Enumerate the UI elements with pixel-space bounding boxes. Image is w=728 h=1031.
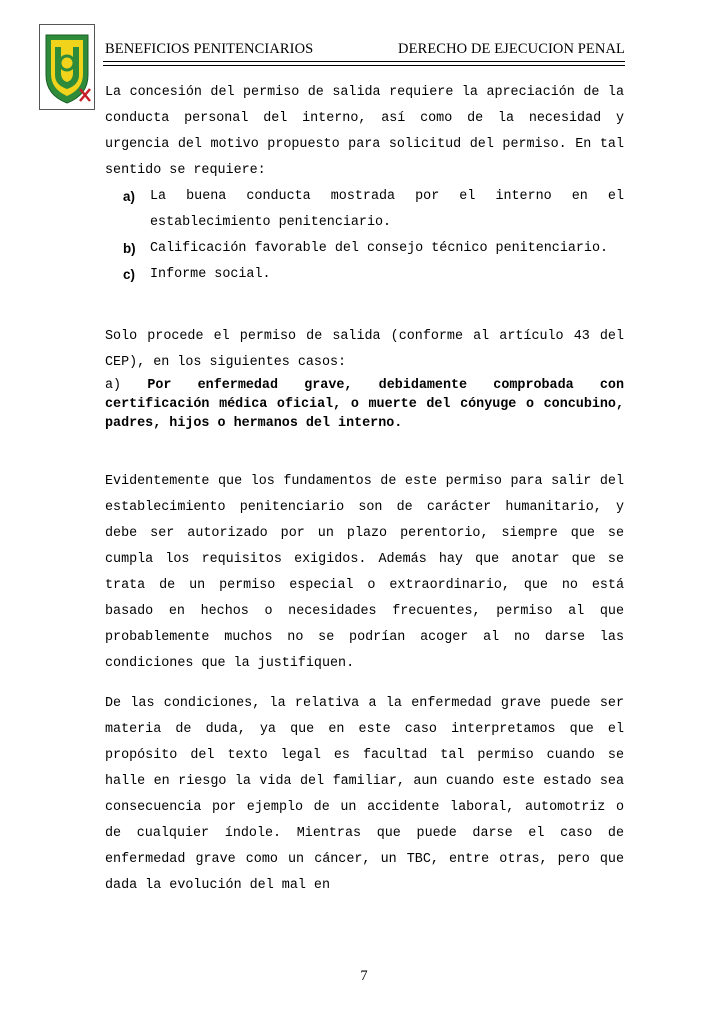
header-rule-thin bbox=[103, 65, 625, 66]
university-crest-logo-icon bbox=[39, 24, 95, 110]
list-item-text: Calificación favorable del consejo técnico penitenciario. bbox=[150, 241, 609, 256]
paragraph-3-prefix: a) bbox=[105, 378, 148, 393]
header-rule bbox=[103, 61, 625, 62]
header-left-title: BENEFICIOS PENITENCIARIOS bbox=[105, 41, 314, 57]
paragraph-3-bold: Por enfermedad grave, debidamente comprobada con certificación médica oficial, o muerte del cónyuge o concubino, padres, hijos o hermanos del interno. bbox=[105, 378, 625, 431]
list-marker: a) bbox=[123, 189, 135, 204]
list-item bbox=[105, 262, 624, 288]
list-marker: c) bbox=[123, 267, 135, 282]
requirements-list bbox=[105, 184, 624, 288]
paragraph-1: La concesión del permiso de salida requiere la apreciación de la conducta personal del interno, así como de la necesidad y urgencia del motivo propuesto para solicitud del permiso. En tal sentido se requiere: bbox=[105, 85, 624, 178]
list-item-text: Informe social. bbox=[150, 267, 271, 282]
list-item-text: La buena conducta mostrada por el interno en el establecimiento penitenciario. bbox=[150, 189, 624, 230]
list-item bbox=[105, 184, 624, 236]
paragraph-4: Evidentemente que los fundamentos de este permiso para salir del establecimiento penitenciario son de carácter humanitario, y debe ser autorizado por un plazo perentorio, siempre que se cumpla los requisitos exigidos. Además hay que anotar que se trata de un permiso especial o extraordinario, que no está basado en hechos o necesidades frecuentes, permiso al que probablemente muchos no se podrían acoger al no darse las condiciones que la justifiquen. bbox=[105, 474, 624, 671]
paragraph-3 bbox=[105, 376, 624, 433]
paragraph-2: Solo procede el permiso de salida (conforme al artículo 43 del CEP), en los siguientes casos: bbox=[105, 329, 624, 370]
list-item bbox=[105, 236, 624, 262]
body-text bbox=[105, 80, 624, 899]
header-right-title: DERECHO DE EJECUCION PENAL bbox=[398, 41, 625, 57]
paragraph-5: De las condiciones, la relativa a la enfermedad grave puede ser materia de duda, ya que en este caso interpretamos que el propósito del texto legal es facultad tal permiso cuando se halle en riesgo la vida del familiar, aun cuando este estado sea consecuencia por ejemplo de un accidente laboral, automotriz o de cualquier índole. Mientras que puede darse el caso de enfermedad grave como un cáncer, un TBC, entre otras, pero que dada la evolución del mal en bbox=[105, 696, 624, 893]
list-marker: b) bbox=[123, 241, 136, 256]
page-number: 7 bbox=[360, 968, 368, 984]
